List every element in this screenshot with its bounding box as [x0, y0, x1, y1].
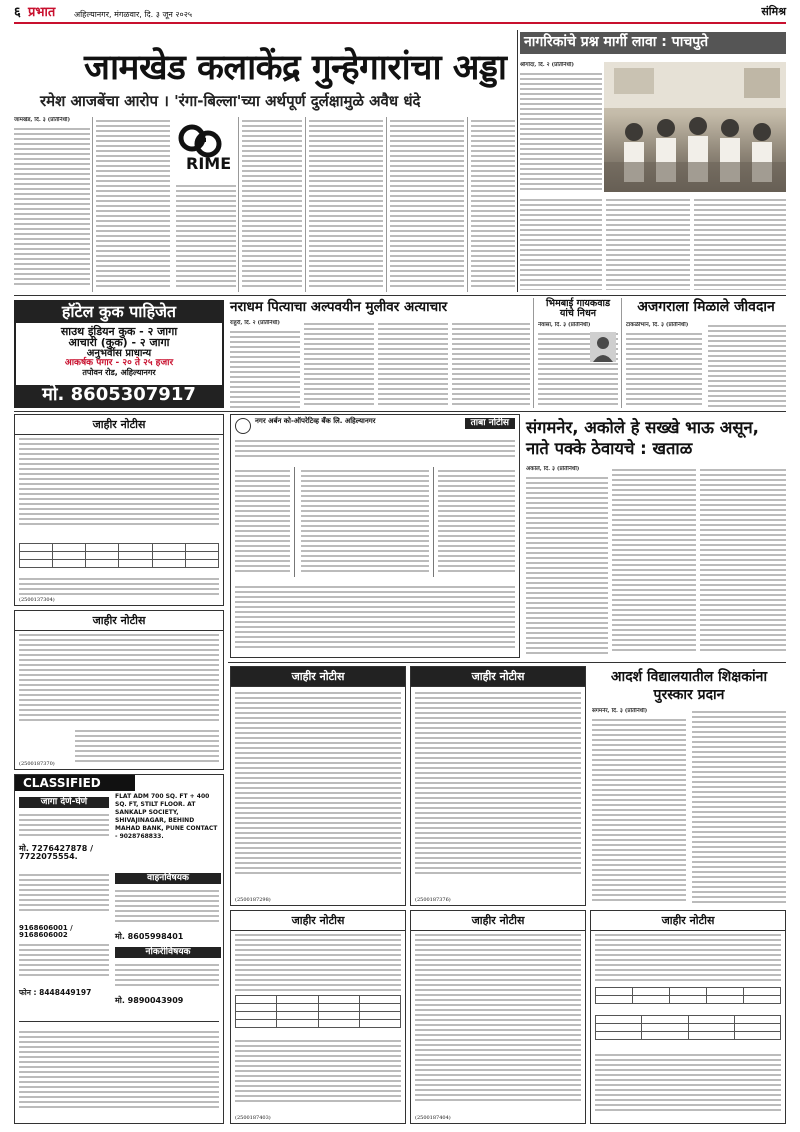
- lead-subheadline: रमेश आजबेंचा आरोप । 'रंगा-बिल्ला'च्या अर्थपूर्ण दुर्लक्षामुळे अवैध धंदे: [40, 92, 421, 110]
- lead-column-7: [471, 117, 515, 292]
- pachpute-column-3: [606, 196, 690, 292]
- adarsh-headline: आदर्श विद्यालयातील शिक्षकांना पुरस्कार प्रदान: [610, 669, 768, 703]
- flat-ad: FLAT ADM 700 SQ. FT + 400 SQ. FT, STILT FLOOR. AT SANKALP SOCIETY, SHIVAJINAGAR, BEHIND MAHAD BANK, PUNE CONTACT - 9028768833.: [115, 793, 218, 840]
- classified-nokri-heading: नोकरीविषयक: [115, 947, 221, 958]
- bhimbai-headline: भिमबाई गायकवाड यांचे निधन: [545, 298, 611, 319]
- crime-logo: [176, 120, 234, 178]
- ajgar-dateline: टाकळीभान, दि. ३ (प्रतिनिधी): [626, 322, 689, 328]
- adarsh-column-2: [692, 708, 786, 906]
- notice-schedule-table: [595, 987, 781, 1004]
- lead-column-3: [176, 182, 236, 292]
- tabo-notice-label: ताबा नोटीस: [465, 418, 515, 429]
- hotel-ad-line1: साउथ इंडियन कुक - २ जागा: [60, 324, 178, 338]
- father-headline: नराधम पित्याचा अल्पवयीन मुलीवर अत्याचार: [230, 299, 448, 315]
- ajgar-headline: अजगराला मिळाले जीवदान: [637, 299, 775, 315]
- classified-phone-4[interactable]: मो. 9890043909: [115, 996, 184, 1005]
- public-notice-7: [590, 910, 786, 1124]
- notice-title: जाहीर नोटीस: [15, 415, 223, 435]
- lead-dateline: जामखेड, दि. ३ (प्रतिनिधी): [14, 117, 71, 123]
- bank-possession-notice: [230, 414, 520, 658]
- public-notice-1: [14, 414, 224, 606]
- lead-column-1: [14, 117, 90, 292]
- public-notice-4: [410, 666, 586, 906]
- ajgar-column-2: [708, 322, 786, 408]
- father-dateline: राहुरी, दि. २ (प्रतिनिधी): [230, 320, 281, 326]
- brand-logo: प्रभात: [28, 5, 56, 20]
- notice-title: जाहीर नोटीस: [231, 667, 405, 687]
- bhimbai-dateline: नेवासा, दि. ३ (प्रतिनिधी): [538, 322, 591, 328]
- public-notice-5: [230, 910, 406, 1124]
- notice-title: जाहीर नोटीस: [411, 911, 585, 931]
- adarsh-dateline: संगमनेर, दि. ३ (प्रतिनिधी): [592, 708, 648, 714]
- pachpute-column-4: [694, 196, 786, 292]
- classified-vahan-heading: वाहनविषयक: [115, 873, 221, 884]
- adarsh-column-1: [592, 708, 686, 906]
- pachpute-column-1: [520, 62, 602, 192]
- hotel-ad-phone[interactable]: मो. 8605307917: [16, 385, 222, 406]
- classified-phone-1[interactable]: मो. 7276427878 / 7722075554.: [19, 844, 94, 862]
- notice-title: जाहीर नोटीस: [591, 911, 785, 931]
- bhimbai-portrait: [590, 332, 616, 362]
- notice-code: (2500187404): [415, 1115, 451, 1121]
- notice-property-table: [595, 1015, 781, 1040]
- father-column-3: [378, 320, 448, 408]
- classified-phone-2[interactable]: 9168606001 / 9168606002: [19, 924, 73, 940]
- ajgar-column-1: [626, 322, 702, 408]
- father-column-2: [304, 320, 374, 408]
- hotel-ad-line3: अनुभवींस प्राधान्य: [86, 347, 152, 359]
- page-number: ६: [14, 5, 21, 20]
- notice-title: जाहीर नोटीस: [15, 611, 223, 631]
- hotel-ad-title: हॉटेल कुक पाहिजेत: [16, 302, 222, 323]
- lead-column-4: [242, 117, 302, 292]
- thorat-column-3: [700, 466, 786, 658]
- classified-jaga-heading: जागा देणे-घेणे: [19, 797, 109, 808]
- hotel-cook-ad: [14, 300, 224, 408]
- lead-column-2: [96, 117, 170, 292]
- dateline: अहिल्यानगर, मंगळवार, दि. ३ जून २०२५: [74, 10, 193, 19]
- public-notice-6: [410, 910, 586, 1124]
- notice-title: जाहीर नोटीस: [231, 911, 405, 931]
- notice-code: (2500187403): [235, 1115, 271, 1121]
- classified-phone-5[interactable]: फोन : 8448449197: [19, 988, 92, 997]
- bank-notice-right-col: [433, 467, 515, 577]
- notice-code: (2500137304): [19, 597, 55, 603]
- public-notice-2: [14, 610, 224, 770]
- notice-code: (2500187298): [235, 897, 271, 903]
- crime-logo-text: RIME: [186, 154, 232, 173]
- lead-column-5: [309, 117, 383, 292]
- thorat-column-2: [612, 466, 696, 658]
- bank-name: नगर अर्बन को-ऑपरेटिव्ह बँक लि. अहिल्यानगर: [255, 417, 376, 425]
- thorat-headline: संगमनेर, अकोले हे सख्खे भाऊ असून, नाते पक्के ठेवायचे : खताळ: [526, 418, 759, 458]
- bank-logo: [235, 418, 251, 434]
- hotel-ad-line2: आचारी (कुक) - २ जागा: [68, 336, 170, 350]
- hotel-ad-line4: आकर्षक पगार - २० ते २५ हजार: [64, 358, 174, 369]
- pachpute-column-2: [520, 196, 602, 292]
- pachpute-dateline: श्रीगोंदा, दि. २ (प्रतिनिधी): [520, 62, 575, 68]
- bank-notice-left-col: [235, 467, 295, 577]
- pachpute-meeting-photo: [604, 62, 786, 192]
- hotel-ad-line5: तपोवन रोड, अहिल्यानगर: [82, 367, 156, 377]
- notice-code: (2500187376): [415, 897, 451, 903]
- classified-footer: [19, 1021, 219, 1121]
- classified-section: [14, 774, 224, 1124]
- pachpute-headline: नागरिकांचे प्रश्न मार्गी लावा : पाचपुते: [520, 32, 786, 54]
- notice-schedule-table: [235, 995, 401, 1028]
- public-notice-3: [230, 666, 406, 906]
- father-column-4: [452, 320, 530, 408]
- page-header: [14, 6, 786, 24]
- father-column-1: [230, 320, 300, 408]
- classified-phone-3[interactable]: मो. 8605998401: [115, 932, 184, 941]
- classified-banner: CLASSIFIED: [15, 775, 135, 791]
- thorat-column-1: [526, 466, 608, 658]
- notice-schedule-table: [19, 543, 219, 568]
- lead-column-6: [390, 117, 464, 292]
- thorat-dateline: अकोले, दि. ३ (प्रतिनिधी): [526, 466, 580, 472]
- notice-title: जाहीर नोटीस: [411, 667, 585, 687]
- section-name: संमिश्र: [761, 5, 786, 18]
- notice-code: (2500187370): [19, 761, 55, 767]
- lead-headline: जामखेड कलाकेंद्र गुन्हेगारांचा अड्डा: [84, 48, 507, 88]
